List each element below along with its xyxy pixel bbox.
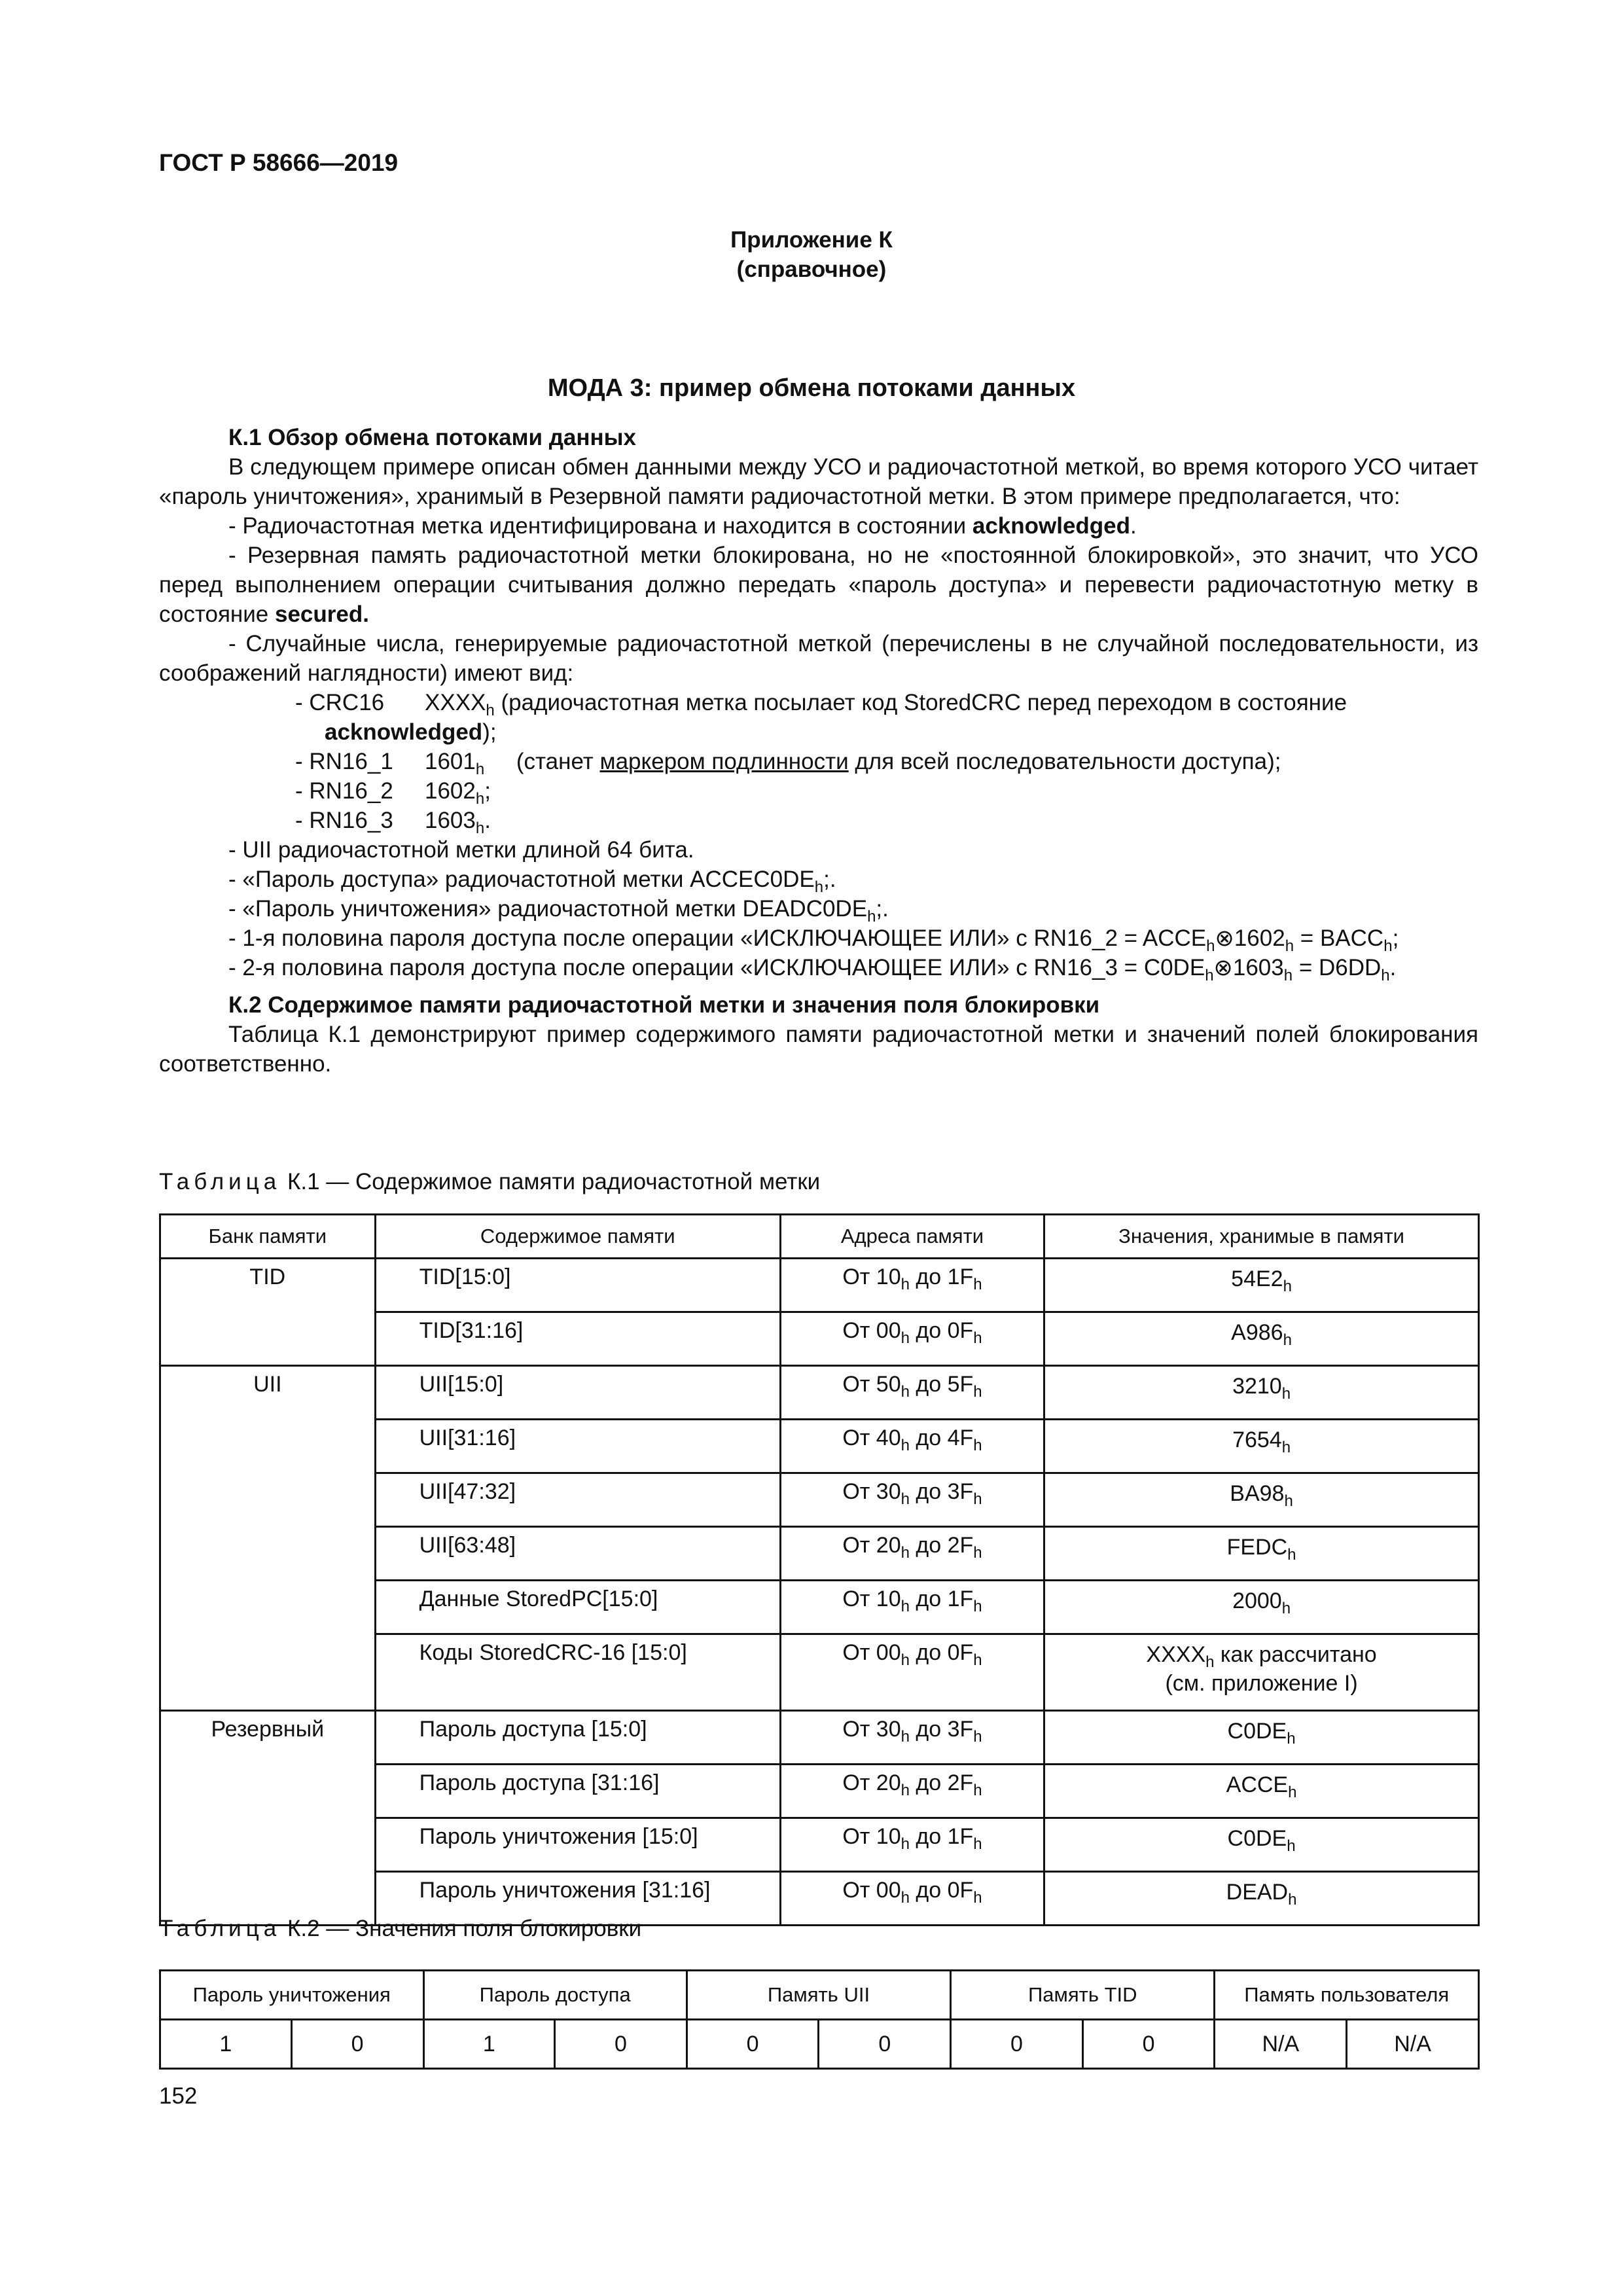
value-cell: $DEAD_h$ <box>1044 1872 1479 1926</box>
address-cell: От $10_h$ до $1F_h$ <box>780 1259 1044 1312</box>
document-header: ГОСТ Р 58666—2019 <box>159 149 399 176</box>
address-cell: От $30_h$ до $3F_h$ <box>780 1473 1044 1527</box>
value-cell: $C0DE_h$ <box>1044 1711 1479 1765</box>
half2-item: - 2-я половина пароля доступа после операции «ИСКЛЮЧАЮЩЕЕ ИЛИ» с RN16_3 = $C0DE_h\otimes 1603_h = D6DD_h$. <box>228 955 1397 984</box>
address-cell: От $00_h$ до $0F_h$ <box>780 1634 1044 1711</box>
content-cell: Коды StoredCRC-16 [15:0] <box>375 1634 780 1711</box>
table1-caption: Таблица К.1 — Содержимое памяти радиочастотной метки <box>159 1169 821 1194</box>
rn16-1-item: - RN16_1 $1601_h$ (станет маркером подлинности для всей последовательности доступа); <box>295 749 1281 778</box>
value-cell: $54E2_h$ <box>1044 1259 1479 1312</box>
col-header-bank: Банк памяти <box>160 1215 376 1259</box>
lock-bit-cell: 0 <box>951 2020 1083 2069</box>
address-cell: От $50_h$ до $5F_h$ <box>780 1366 1044 1420</box>
lock-bit-cell: N/A <box>1347 2020 1479 2069</box>
table-row <box>160 1366 1479 1420</box>
value-cell: $ACCE_h$ <box>1044 1765 1479 1818</box>
col-header-kill-password: Пароль уничтожения <box>160 1971 424 2020</box>
lock-bit-cell: 0 <box>291 2020 423 2069</box>
content-cell: Пароль уничтожения [15:0] <box>375 1818 780 1872</box>
section2-heading: К.2 Содержимое памяти радиочастотной метки и значения поля блокировки <box>228 992 1100 1018</box>
address-cell: От $40_h$ до $4F_h$ <box>780 1420 1044 1473</box>
memory-content-table <box>159 1213 1480 1926</box>
address-cell: От $00_h$ до $0F_h$ <box>780 1872 1044 1926</box>
lock-field-table <box>159 1969 1480 2070</box>
lock-bit-cell: 0 <box>687 2020 819 2069</box>
col-header-uii-memory: Память UII <box>687 1971 950 2020</box>
table-row <box>160 2020 1479 2069</box>
value-cell: $XXXX_h$ как рассчитано (см. приложение I) <box>1044 1634 1479 1711</box>
lock-bit-cell: 1 <box>160 2020 292 2069</box>
body-text <box>159 419 1478 1079</box>
access-password-item: - «Пароль доступа» радиочастотной метки $ACCEC0DE_h$;. <box>228 867 836 896</box>
address-cell: От $10_h$ до $1F_h$ <box>780 1581 1044 1634</box>
lock-bit-cell: 0 <box>819 2020 951 2069</box>
uii-item: - UII радиочастотной метки длиной 64 бита. <box>228 837 694 863</box>
kill-password-item: - «Пароль уничтожения» радиочастотной метки $DEADC0DE_h$;. <box>228 896 889 925</box>
content-cell: TID[15:0] <box>375 1259 780 1312</box>
col-header-content: Содержимое памяти <box>375 1215 780 1259</box>
value-cell: $C0DE_h$ <box>1044 1818 1479 1872</box>
table1-header-row <box>160 1215 1479 1259</box>
value-cell: $2000_h$ <box>1044 1581 1479 1634</box>
content-cell: TID[31:16] <box>375 1312 780 1366</box>
bank-cell: Резервный <box>160 1711 376 1926</box>
crc16-item: - CRC16 $XXXX_h$ (радиочастотная метка посылает код StoredCRC перед переходом в состояние <box>295 690 1347 719</box>
content-cell: UII[47:32] <box>375 1473 780 1527</box>
content-cell: UII[63:48] <box>375 1527 780 1581</box>
content-cell: UII[31:16] <box>375 1420 780 1473</box>
crc16-item-cont: acknowledged); <box>325 719 497 745</box>
assumption-2: - Резервная память радиочастотной метки блокирована, но не «постоянной блокировкой», это значит, что УСО перед выполнением операции считывания должно передать «пароль доступа» и перевести радиочастотную метку в состояние secured. <box>159 543 1478 627</box>
section-title: МОДА 3: пример обмена потоками данных <box>547 374 1076 402</box>
page-number: 152 <box>159 2083 198 2109</box>
address-cell: От $00_h$ до $0F_h$ <box>780 1312 1044 1366</box>
content-cell: Пароль уничтожения [31:16] <box>375 1872 780 1926</box>
lock-bit-cell: 0 <box>555 2020 687 2069</box>
lock-bit-cell: 0 <box>1082 2020 1215 2069</box>
col-header-tid-memory: Память TID <box>951 1971 1215 2020</box>
table2-header-row <box>160 1971 1479 2020</box>
section1-intro: В следующем примере описан обмен данными между УСО и радиочастотной меткой, во время которого УСО читает «пароль уничтожения», хранимый в Резервной памяти радиочастотной метки. В этом примере предполагается, что: <box>159 454 1478 509</box>
col-header-access-password: Пароль доступа <box>423 1971 687 2020</box>
assumption-1: - Радиочастотная метка идентифицирована и находится в состоянии acknowledged. <box>228 513 1137 539</box>
value-cell: $A986_h$ <box>1044 1312 1479 1366</box>
lock-bit-cell: 1 <box>423 2020 555 2069</box>
content-cell: UII[15:0] <box>375 1366 780 1420</box>
rn16-3-item: - RN16_3 $1603_h$. <box>295 808 491 837</box>
half1-item: - 1-я половина пароля доступа после операции «ИСКЛЮЧАЮЩЕЕ ИЛИ» с RN16_2 = $ACCE_h\otimes 1602_h$ = $BACC_h$; <box>228 925 1399 955</box>
value-cell: $BA98_h$ <box>1044 1473 1479 1527</box>
rn16-2-item: - RN16_2 $1602_h$; <box>295 778 491 808</box>
address-cell: От $20_h$ до $2F_h$ <box>780 1527 1044 1581</box>
section2-intro: Таблица К.1 демонстрируют пример содержимого памяти радиочастотной метки и значений полей блокирования соответственно. <box>159 1022 1478 1077</box>
value-cell: $FEDC_h$ <box>1044 1527 1479 1581</box>
address-cell: От $10_h$ до $1F_h$ <box>780 1818 1044 1872</box>
col-header-user-memory: Память пользователя <box>1215 1971 1479 2020</box>
table-row <box>160 1259 1479 1312</box>
value-cell: $3210_h$ <box>1044 1366 1479 1420</box>
xor-symbol: ⊗ <box>1215 925 1234 951</box>
value-cell: $7654_h$ <box>1044 1420 1479 1473</box>
lock-bit-cell: N/A <box>1215 2020 1347 2069</box>
col-header-values: Значения, хранимые в памяти <box>1044 1215 1479 1259</box>
appendix-label: Приложение К <box>730 227 893 253</box>
xor-symbol: ⊗ <box>1213 955 1233 980</box>
content-cell: Данные StoredPC[15:0] <box>375 1581 780 1634</box>
bank-cell: TID <box>160 1259 376 1366</box>
address-cell: От $30_h$ до $3F_h$ <box>780 1711 1044 1765</box>
appendix-type: (справочное) <box>736 257 887 282</box>
content-cell: Пароль доступа [31:16] <box>375 1765 780 1818</box>
table-row <box>160 1711 1479 1765</box>
bank-cell: UII <box>160 1366 376 1711</box>
table2-caption: Таблица К.2 — Значения поля блокировки <box>159 1916 642 1941</box>
col-header-address: Адреса памяти <box>780 1215 1044 1259</box>
assumption-3: - Случайные числа, генерируемые радиочастотной меткой (перечислены в не случайной последовательности, из соображений наглядности) имеют вид: <box>159 631 1478 686</box>
address-cell: От $20_h$ до $2F_h$ <box>780 1765 1044 1818</box>
content-cell: Пароль доступа [15:0] <box>375 1711 780 1765</box>
section1-heading: К.1 Обзор обмена потоками данных <box>228 425 637 450</box>
